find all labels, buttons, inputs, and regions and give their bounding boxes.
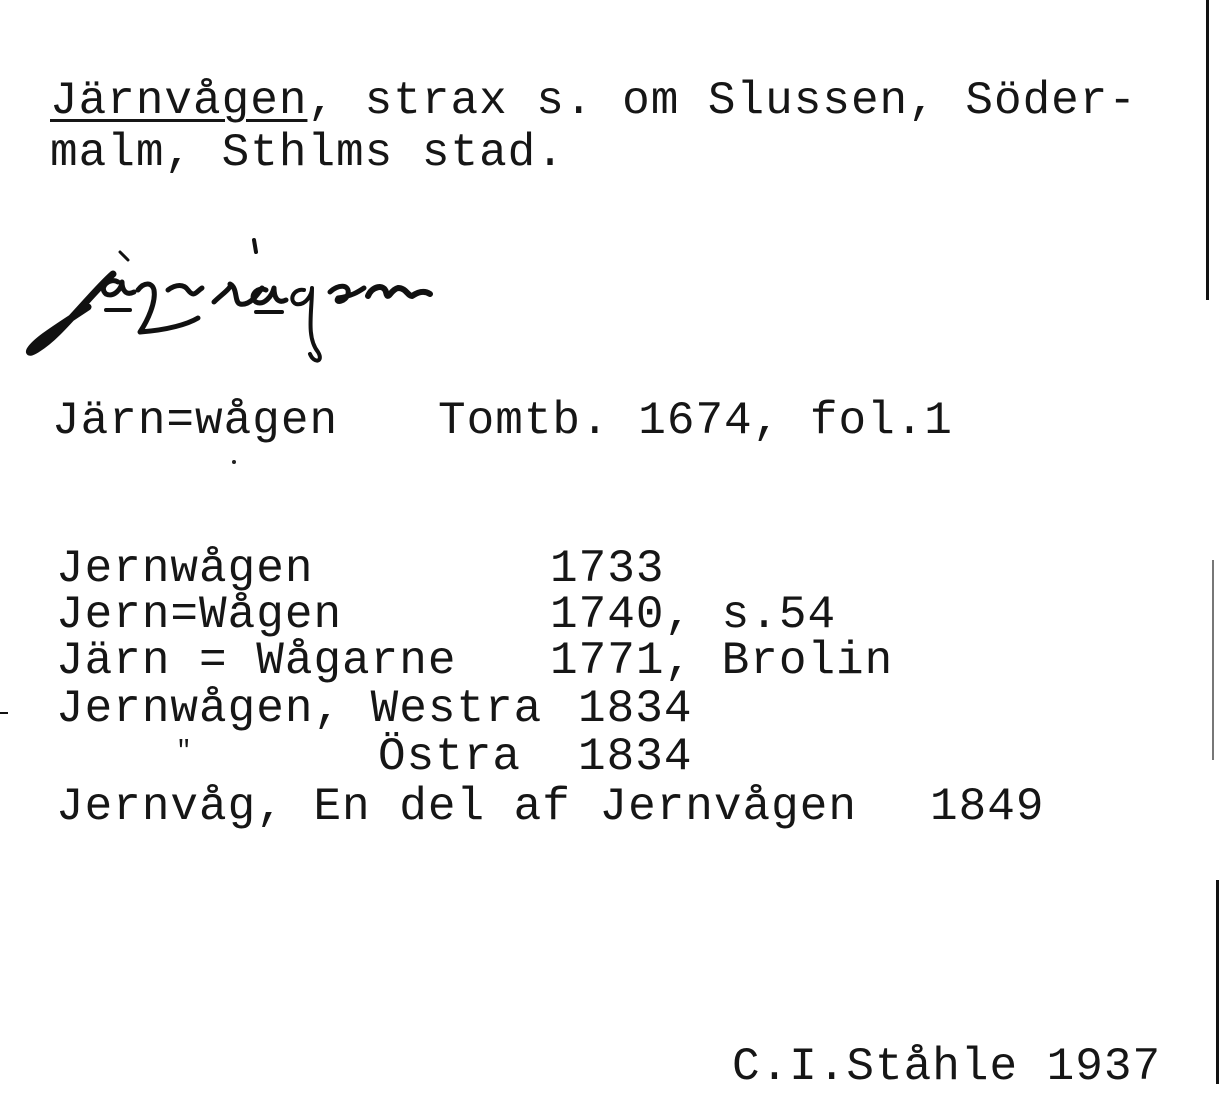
left-edge-tick	[0, 712, 8, 714]
right-edge-line-top	[1206, 0, 1209, 300]
list-item	[56, 731, 1056, 783]
entry-year: 1834	[578, 731, 693, 783]
list-item	[56, 781, 1096, 833]
heading-rest: , strax s. om Slussen, Söder-	[307, 75, 1137, 127]
stray-mark	[232, 460, 236, 464]
list-item	[56, 589, 1056, 641]
list-item	[56, 683, 1056, 735]
heading-line-2: malm, Sthlms stad.	[50, 127, 565, 179]
heading-keyword: Järnvågen	[50, 75, 308, 127]
entry-name: Jernwågen	[56, 543, 314, 595]
signature: C.I.Ståhle 1937	[732, 1041, 1162, 1093]
entry-year: 1733	[550, 543, 665, 595]
entry-year: 1849	[930, 781, 1045, 833]
entry-year: 1834	[578, 683, 693, 735]
entry-year: 1740, s.54	[550, 589, 837, 641]
entry-year: 1771, Brolin	[550, 635, 894, 687]
list-item	[56, 635, 1056, 687]
ditto-mark: "	[176, 736, 193, 766]
entry-name: Järn = Wågarne	[56, 635, 457, 687]
source-name: Järn=wågen	[52, 395, 339, 447]
handwritten-word	[18, 232, 488, 367]
heading-line-1	[50, 75, 1137, 127]
entry-name: Jernvåg, En del af Jernvågen	[56, 781, 857, 833]
entry-name: Östra	[378, 731, 522, 783]
entry-name: Jern=Wågen	[56, 589, 343, 641]
right-edge-line-bottom	[1216, 880, 1219, 1084]
list-item	[56, 543, 1056, 595]
source-reference: Tomtb. 1674, fol.1	[438, 395, 953, 447]
entry-name: Jernwågen, Westra	[56, 683, 543, 735]
right-edge-line-mid	[1212, 560, 1214, 760]
